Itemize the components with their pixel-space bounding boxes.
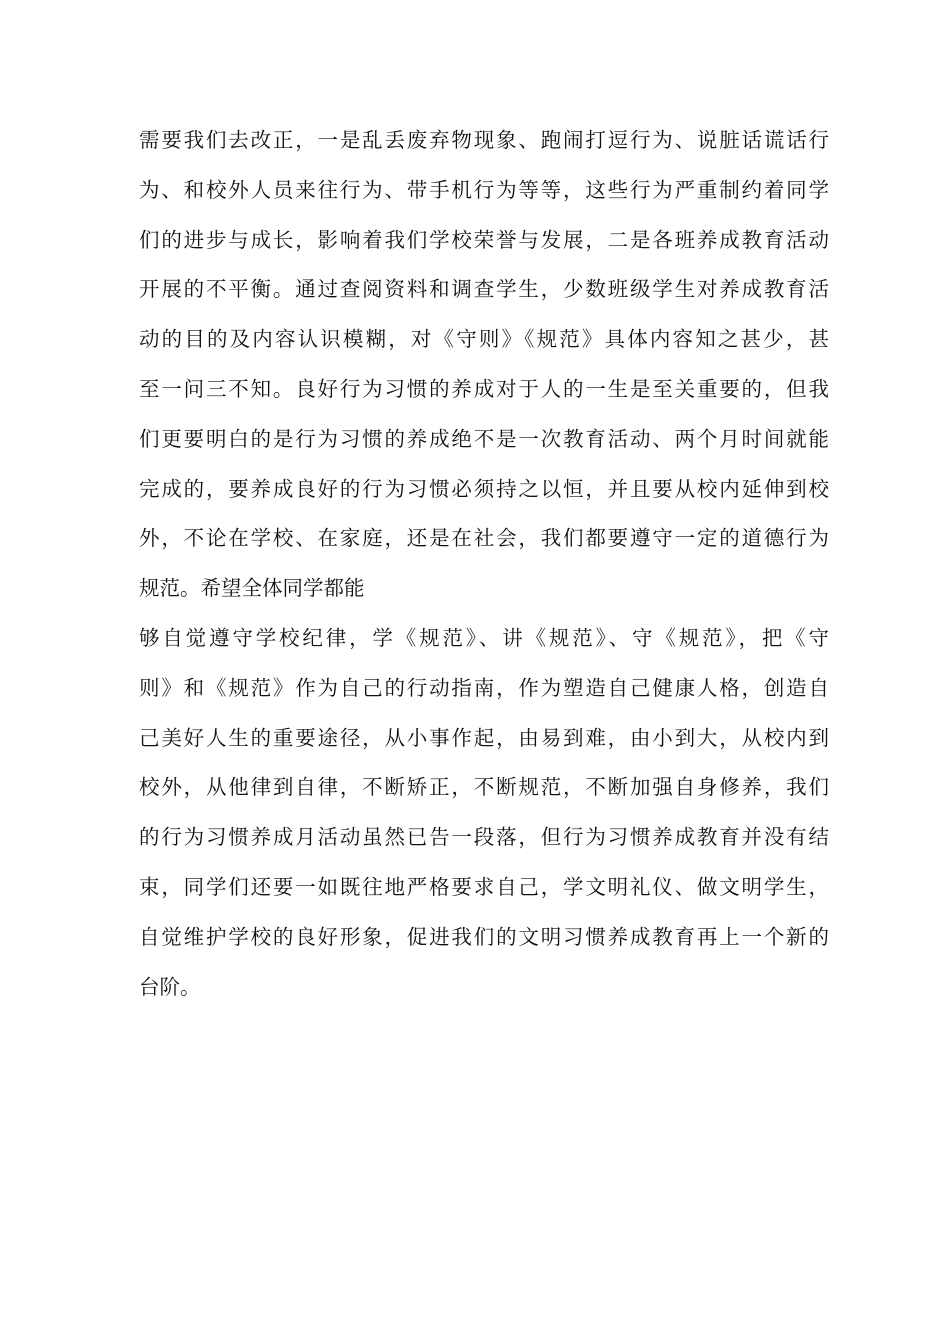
text-line: 们更要明白的是行为习惯的养成绝不是一次教育活动、两个月时间就能 bbox=[139, 426, 829, 451]
text-line: 的行为习惯养成月活动虽然已告一段落，但行为习惯养成教育并没有结 bbox=[139, 825, 829, 850]
paragraph-2 bbox=[139, 614, 829, 1012]
text-line: 外，不论在学校、在家庭，还是在社会，我们都要遵守一定的道德行为 bbox=[139, 526, 829, 551]
text-line: 开展的不平衡。通过查阅资料和调查学生，少数班级学生对养成教育活 bbox=[139, 277, 829, 302]
text-line: 台阶。 bbox=[139, 974, 201, 999]
text-line: 动的目的及内容认识模糊，对《守则》《规范》具体内容知之甚少，甚 bbox=[139, 327, 829, 352]
text-line: 自觉维护学校的良好形象，促进我们的文明习惯养成教育再上一个新的 bbox=[139, 924, 829, 949]
text-line: 够自觉遵守学校纪律，学《规范》、讲《规范》、守《规范》，把《守 bbox=[139, 626, 829, 650]
text-line: 规范。希望全体同学都能 bbox=[139, 576, 365, 601]
text-line: 则》和《规范》作为自己的行动指南，作为塑造自己健康人格，创造自 bbox=[139, 675, 829, 700]
text-line: 为、和校外人员来往行为、带手机行为等等，这些行为严重制约着同学 bbox=[139, 177, 829, 202]
text-line: 束，同学们还要一如既往地严格要求自己，学文明礼仪、做文明学生， bbox=[139, 874, 829, 899]
text-line: 需要我们去改正，一是乱丢废弃物现象、跑闹打逗行为、说脏话谎话行 bbox=[139, 128, 829, 152]
text-line: 们的进步与成长，影响着我们学校荣誉与发展，二是各班养成教育活动 bbox=[139, 227, 829, 252]
text-line: 完成的，要养成良好的行为习惯必须持之以恒，并且要从校内延伸到校 bbox=[139, 476, 829, 501]
text-line: 校外，从他律到自律，不断矫正，不断规范，不断加强自身修养，我们 bbox=[139, 775, 829, 800]
text-line: 己美好人生的重要途径，从小事作起，由易到难，由小到大，从校内到 bbox=[139, 725, 829, 750]
text-line: 至一问三不知。良好行为习惯的养成对于人的一生是至关重要的，但我 bbox=[139, 376, 829, 401]
paragraph-1 bbox=[139, 116, 829, 614]
